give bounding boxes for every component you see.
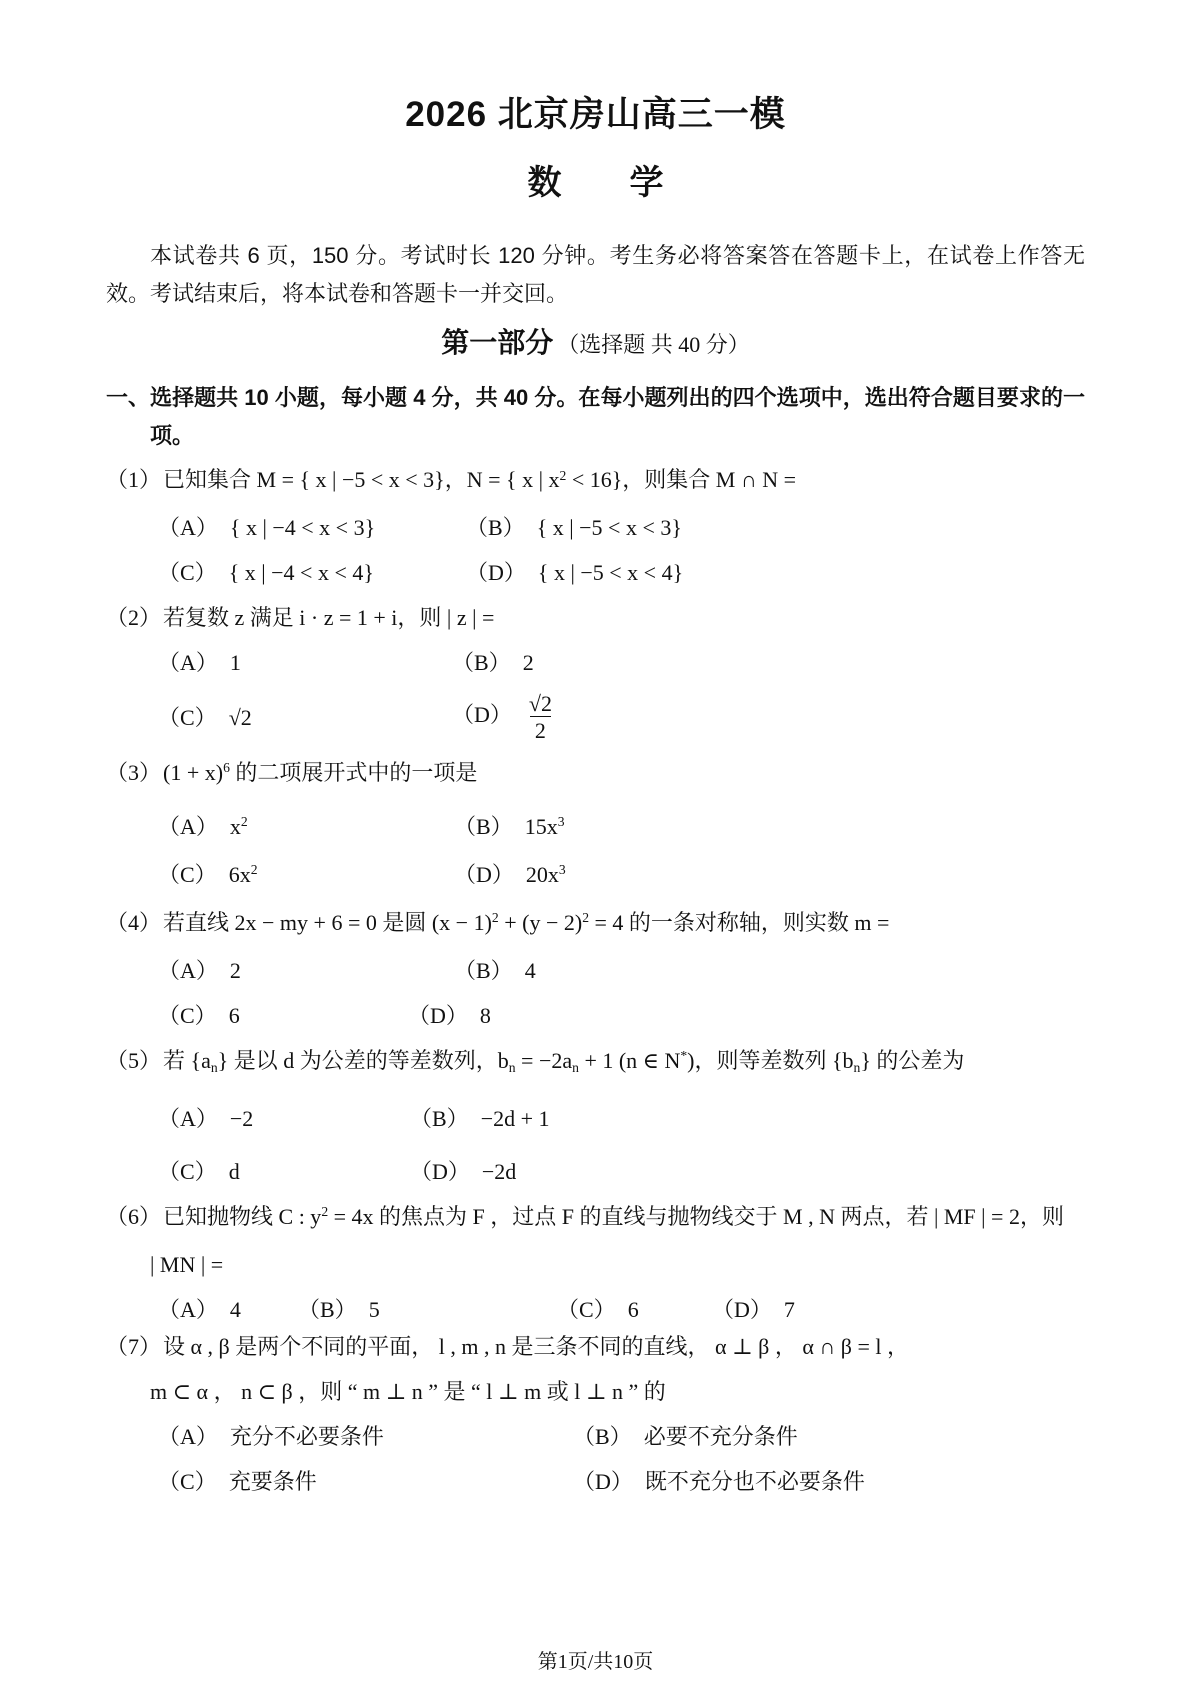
question-2-options-row-2: [158, 685, 1085, 750]
question-4-number: （4）: [106, 909, 162, 935]
option-label: （A）: [158, 957, 218, 983]
option-superscript: 2: [250, 862, 258, 878]
question-7-stem-line-2: m ⊂ α ， n ⊂ β ，则 “ m ⊥ n ” 是 “ l ⊥ m 或 l ⊥ n ” 的: [150, 1378, 666, 1404]
question-1-options-row-2: [158, 550, 1085, 595]
question-5-number: （5）: [106, 1047, 162, 1073]
option-text: 必要不充分条件: [643, 1423, 798, 1449]
question-3-options-row-1: [158, 804, 1085, 852]
option-text: 8: [479, 1002, 491, 1028]
stem-text: 已知抛物线 C : y: [163, 1203, 322, 1229]
option-label: （B）: [298, 1296, 357, 1322]
question-2-option-d: [452, 685, 1085, 750]
question-2-option-b: [452, 640, 1085, 685]
option-text: 6x: [228, 861, 251, 887]
questions-list: [106, 457, 1085, 1504]
option-label: （A）: [158, 1423, 218, 1449]
option-label: （B）: [466, 515, 525, 540]
option-label: （D）: [410, 1158, 470, 1184]
stem-text: = 4 的一条对称轴，则实数 m =: [589, 909, 890, 935]
question-2-options-row-1: [158, 640, 1085, 685]
question-5-option-b: [410, 1096, 1085, 1141]
stem-text: (1 + x): [163, 759, 224, 785]
stem-text: 的二项展开式中的一项是: [229, 759, 478, 785]
option-text: 充分不必要条件: [229, 1423, 384, 1449]
question-5-option-a: [158, 1096, 410, 1141]
option-label: （B）: [410, 1105, 469, 1131]
question-2-option-c: [158, 695, 452, 740]
question-2: [106, 595, 1085, 750]
question-1-options-row-1: [158, 505, 1085, 550]
question-4-options-row-2: [158, 993, 1085, 1038]
question-2-stem: [106, 595, 1085, 640]
stem-superscript: *: [680, 1048, 688, 1064]
question-4-stem: [106, 900, 1085, 948]
option-text: 2: [229, 957, 241, 983]
option-label: （B）: [454, 813, 513, 839]
option-text: 2: [522, 650, 534, 675]
option-label: （D）: [573, 1468, 633, 1494]
option-label: （B）: [452, 650, 511, 675]
subject-title: 数 学: [527, 164, 664, 202]
stem-text: 若复数 z 满足 i · z = 1 + i，则 | z | =: [163, 605, 495, 630]
question-6-stem-line-2: | MN | =: [150, 1251, 224, 1277]
stem-text: = 4x 的焦点为 F ，过点 F 的直线与抛物线交于 M , N 两点，若 | MF | = 2，则: [328, 1203, 1064, 1229]
option-label: （C）: [158, 1468, 217, 1494]
question-5: [106, 1038, 1085, 1194]
question-4-option-c: [158, 993, 408, 1038]
option-label: （D）: [466, 560, 526, 585]
question-3-option-d: [454, 852, 1085, 900]
option-text: √2: [228, 704, 252, 730]
question-6-stem: [106, 1194, 1085, 1242]
stem-superscript: 2: [321, 1204, 329, 1220]
option-text: 4: [524, 957, 536, 983]
option-label: （D）: [452, 702, 512, 728]
option-text: 7: [783, 1296, 795, 1322]
question-1-option-a: [158, 505, 466, 550]
option-label: （D）: [712, 1296, 772, 1322]
option-text: 充要条件: [228, 1468, 317, 1494]
stem-text: + (y − 2): [498, 909, 583, 935]
stem-superscript: 6: [223, 760, 230, 776]
question-5-option-d: [410, 1149, 1085, 1194]
stem-text: 若 {a: [163, 1047, 211, 1073]
stem-text: + 1 (n ∈ N: [578, 1047, 681, 1073]
option-text: 20x: [525, 861, 559, 887]
stem-text: = −2a: [515, 1047, 573, 1073]
question-3-option-c: [158, 852, 454, 900]
option-label: （C）: [158, 1158, 217, 1184]
option-superscript: 3: [558, 862, 566, 878]
question-5-option-c: [158, 1149, 410, 1194]
question-7-options-row-2: [158, 1459, 1085, 1504]
stem-text: 已知集合 M = { x | −5 < x < 3}，N = { x | x: [163, 467, 560, 492]
option-text: 6: [627, 1296, 639, 1322]
question-3-number: （3）: [106, 759, 162, 785]
stem-subscript: n: [853, 1060, 861, 1076]
question-4-option-a: [158, 948, 454, 993]
fraction-denominator: 2: [530, 716, 551, 743]
question-7: [106, 1324, 1085, 1504]
multiple-choice-instructions: 一、选择题共 10 小题，每小题 4 分，共 40 分。在每小题列出的四个选项中，选出符合题目要求的一项。: [106, 385, 1085, 448]
option-text: 15x: [524, 813, 558, 839]
stem-superscript: 2: [559, 467, 567, 483]
question-3-options-row-2: [158, 852, 1085, 900]
fraction-numerator: √2: [528, 691, 552, 716]
question-6-number: （6）: [106, 1203, 162, 1229]
question-4-option-b: [454, 948, 1085, 993]
question-7-option-d: [573, 1459, 1085, 1504]
question-1-option-d: [466, 550, 1085, 595]
option-label: （C）: [158, 704, 217, 730]
option-label: （A）: [158, 813, 218, 839]
option-label: （A）: [158, 1296, 218, 1322]
question-3: [106, 750, 1085, 900]
question-5-options-row-2: [158, 1149, 1085, 1194]
option-superscript: 3: [557, 814, 565, 830]
option-text: { x | −5 < x < 3}: [536, 515, 682, 540]
question-7-number: （7）: [106, 1333, 162, 1359]
question-1-stem: [106, 457, 1085, 505]
option-text: −2d: [481, 1158, 517, 1184]
option-label: （D）: [454, 861, 514, 887]
question-7-option-a: [158, 1414, 573, 1459]
question-3-option-b: [454, 804, 1085, 852]
option-label: （C）: [158, 560, 217, 585]
option-text: d: [228, 1158, 240, 1184]
stem-subscript: n: [508, 1060, 516, 1076]
part1-heading-note: （选择题 共 40 分）: [557, 332, 750, 357]
option-label: （C）: [158, 861, 217, 887]
option-text: −2d + 1: [480, 1105, 550, 1131]
page-title: 2026 北京房山高三一模: [405, 95, 786, 134]
option-text: 4: [229, 1296, 241, 1322]
question-7-option-c: [158, 1459, 573, 1504]
fraction-sqrt2-over-2: [524, 691, 557, 744]
option-text: 6: [228, 1002, 240, 1028]
option-label: （C）: [158, 1002, 217, 1028]
question-1-option-b: [466, 505, 1085, 550]
stem-text: } 的公差为: [860, 1047, 965, 1073]
option-text: −2: [229, 1105, 254, 1131]
stem-text: 若直线 2x − my + 6 = 0 是圆 (x − 1): [163, 909, 492, 935]
question-2-number: （2）: [106, 605, 162, 630]
question-7-options-row-1: [158, 1414, 1085, 1459]
question-5-stem: [106, 1038, 1085, 1086]
question-4-option-d: [408, 993, 1085, 1038]
stem-text: 设 α , β 是两个不同的平面， l , m , n 是三条不同的直线， α ⊥ β ， α ∩ β = l ，: [163, 1333, 909, 1359]
option-label: （A）: [158, 515, 218, 540]
question-1-number: （1）: [106, 467, 162, 492]
option-text: 1: [229, 650, 241, 675]
stem-superscript: 2: [491, 910, 499, 926]
stem-subscript: n: [572, 1060, 579, 1076]
page-number-footer: 第1页/共10页: [537, 1651, 654, 1673]
stem-text: } 是以 d 为公差的等差数列，b: [217, 1047, 509, 1073]
exam-notice: 本试卷共 6 页，150 分。考试时长 120 分钟。考生务必将答案答在答题卡上，在试卷上作答无效。考试结束后，将本试卷和答题卡一并交回。: [106, 243, 1085, 306]
question-4: [106, 900, 1085, 1038]
option-text: { x | −4 < x < 3}: [229, 515, 376, 540]
option-label: （B）: [573, 1423, 632, 1449]
question-1-option-c: [158, 550, 466, 595]
question-7-option-b: [573, 1414, 1085, 1459]
option-text: 5: [368, 1296, 380, 1322]
stem-superscript: 2: [582, 910, 590, 926]
question-6: [106, 1194, 1085, 1332]
question-4-options-row-1: [158, 948, 1085, 993]
option-text: x: [229, 813, 241, 839]
option-text: { x | −4 < x < 4}: [228, 560, 374, 585]
option-text: 既不充分也不必要条件: [644, 1468, 865, 1494]
stem-subscript: n: [210, 1060, 218, 1076]
option-text: { x | −5 < x < 4}: [537, 560, 684, 585]
option-label: （C）: [557, 1296, 616, 1322]
question-1: [106, 457, 1085, 595]
option-label: （D）: [408, 1002, 468, 1028]
part1-heading-main: 第一部分: [441, 327, 554, 358]
question-2-option-a: [158, 640, 452, 685]
option-label: （A）: [158, 1105, 218, 1131]
stem-text: < 16}，则集合 M ∩ N =: [566, 467, 797, 492]
question-5-options-row-1: [158, 1096, 1085, 1141]
option-label: （A）: [158, 650, 218, 675]
part1-heading: [106, 323, 1085, 365]
option-label: （B）: [454, 957, 513, 983]
question-3-option-a: [158, 804, 454, 852]
option-superscript: 2: [240, 814, 248, 830]
stem-text: )，则等差数列 {b: [687, 1047, 854, 1073]
question-3-stem: [106, 750, 1085, 798]
